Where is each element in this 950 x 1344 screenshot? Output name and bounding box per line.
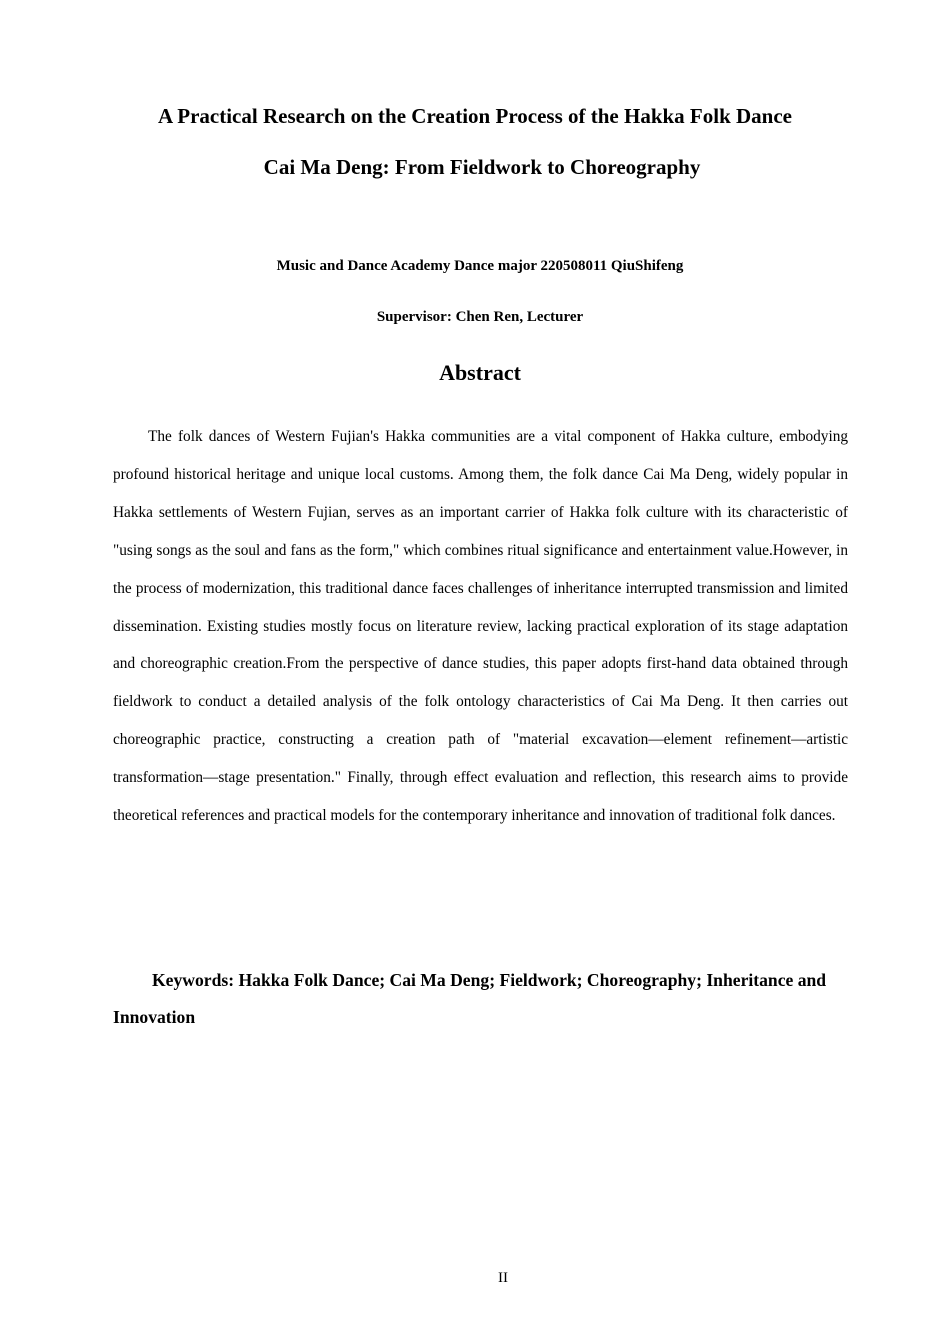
abstract-body: The folk dances of Western Fujian's Hakka communities are a vital component of Hakka culture, embodying profound historical heritage and unique local customs. Among them, the folk dance Cai Ma Deng, widely popular in Hakka settlements of Western Fujian, serves as an important carrier of Hakka folk culture with its characteristic of "using songs as the soul and fans as the form," which combines ritual significance and entertainment value.However, in the process of modernization, this traditional dance faces challenges of inheritance interrupted transmission and limited dissemination. Existing studies mostly focus on literature review, lacking practical exploration of its stage adaptation and choreographic creation.From the perspective of dance studies, this paper adopts first-hand data obtained through fieldwork to conduct a detailed analysis of the folk ontology characteristics of Cai Ma Deng. It then carries out choreographic practice, constructing a creation path of "material excavation—element refinement—artistic transformation—stage presentation." Finally, through effect evaluation and reflection, this research aims to provide theoretical references and practical models for the contemporary inheritance and innovation of traditional folk dances.	[113, 428, 848, 825]
abstract-heading: Abstract	[439, 360, 521, 385]
paper-title-line-1: A Practical Research on the Creation Process of the Hakka Folk Dance	[158, 104, 792, 128]
keywords: Keywords: Hakka Folk Dance; Cai Ma Deng; Fieldwork; Choreography; Inheritance and Innovation	[113, 970, 827, 1027]
author-info: Music and Dance Academy Dance major 220508011 QiuShifeng	[276, 258, 684, 274]
supervisor-info: Supervisor: Chen Ren, Lecturer	[376, 309, 584, 325]
paper-title-line-2: Cai Ma Deng: From Fieldwork to Choreography	[263, 155, 701, 179]
page-number: II	[498, 1270, 508, 1286]
